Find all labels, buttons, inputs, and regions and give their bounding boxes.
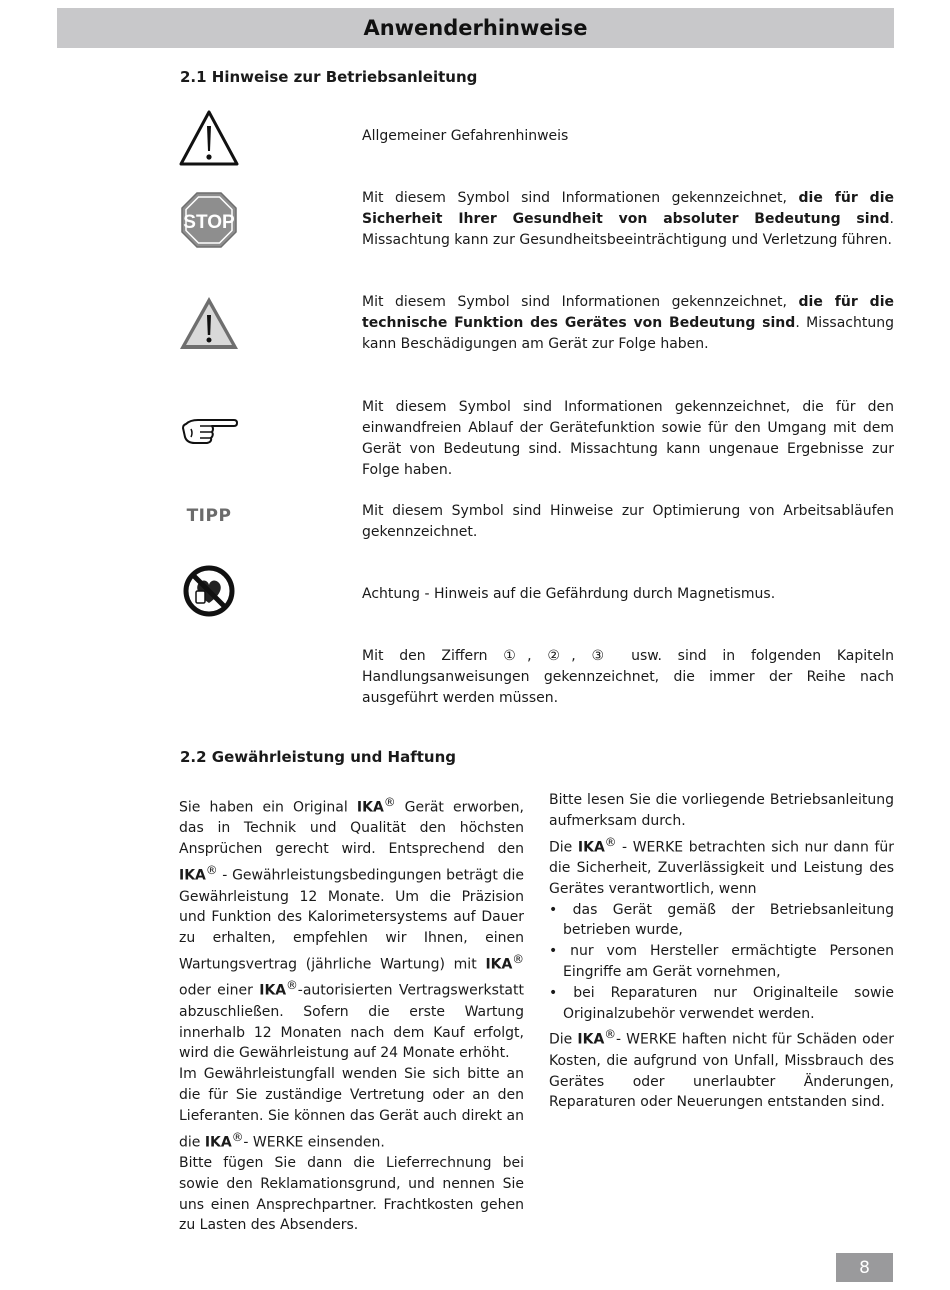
no-pacemaker-icon xyxy=(178,564,240,618)
symbol-text-note: Mit diesem Symbol sind Informationen gekennzeichnet, die für den einwandfreien Ablauf der Gerätefunktion sowie für den Umgang mit dem Gerät von Bedeutung sind. Missachtung kann ungenaue Ergebnisse zur Folge haben. xyxy=(362,399,894,478)
section-title-2-1: 2.1 Hinweise zur Betriebsanleitung xyxy=(180,68,478,86)
liability-p2-a: Die xyxy=(549,839,578,856)
brand-ika: IKA xyxy=(485,956,513,973)
warranty-p1-b: Gerät erworben, das in Technik und Qualität den höchsten Ansprüchen gerecht wird. Entsprechend den xyxy=(179,799,524,858)
warranty-paragraph-3: Bitte fügen Sie dann die Lieferrechnung bei sowie den Reklamationsgrund, und nennen Sie uns einen Ansprechpartner. Frachtkosten gehen zu Lasten des Absenders. xyxy=(179,1155,524,1234)
symbol-text-tipp: Mit diesem Symbol sind Hinweise zur Optimierung von Arbeitsabläufen gekennzeichnet. xyxy=(362,503,894,540)
caution-text-bold: die für die technische Funktion des Gerätes von Bedeutung sind xyxy=(362,294,894,331)
reg-mark: ® xyxy=(604,834,617,849)
stop-text-a: Mit diesem Symbol sind Informationen gekennzeichnet, xyxy=(362,190,799,206)
reg-mark: ® xyxy=(604,1027,616,1042)
caution-text-c: . Missachtung kann Beschädigungen am Gerät zur Folge haben. xyxy=(362,315,894,352)
page-title: Anwenderhinweise xyxy=(363,16,588,40)
warranty-right-column xyxy=(549,790,894,1113)
brand-ika: IKA xyxy=(356,799,384,816)
stop-text-c: . Missachtung kann zur Gesundheitsbeeinträchtigung und Verletzung führen. xyxy=(362,211,894,248)
pointing-hand-icon xyxy=(178,410,240,450)
liability-p3-a: Die xyxy=(549,1032,578,1049)
header-bar xyxy=(57,8,894,48)
section-title-2-2: 2.2 Gewährleistung und Haftung xyxy=(180,748,456,766)
list-item: • bei Reparaturen nur Originalteile sowie Originalzubehör verwendet werden. xyxy=(549,984,894,1022)
reg-mark: ® xyxy=(512,951,524,966)
reg-mark: ® xyxy=(286,978,298,993)
warranty-p1-c: - Gewährleistungsbedingungen beträgt die Gewährleistung 12 Monate. Um die Präzision und Funktion des Kalorimetersystems auf Dauer zu erhalten, empfehlen wir Ihnen, einen Wartungsvertrag (jährliche Wartung) mit xyxy=(179,867,524,973)
stop-sign-icon xyxy=(178,191,240,249)
caution-triangle-icon xyxy=(178,294,240,352)
list-item: • nur vom Hersteller ermächtigte Personen Eingriffe am Gerät vornehmen, xyxy=(549,943,894,981)
brand-ika: IKA xyxy=(259,983,287,999)
warranty-paragraph-1 xyxy=(179,792,524,1064)
list-item: • das Gerät gemäß der Betriebsanleitung betrieben wurde, xyxy=(549,901,894,939)
liability-p3-b: - WERKE haften nicht für Schäden oder Kosten, die aufgrund von Unfall, Missbrauch des Gerätes oder unerlaubter Änderungen, Reparaturen oder Neuerungen entstanden sind. xyxy=(549,1032,894,1111)
tipp-text: TIPP xyxy=(186,506,232,526)
brand-ika: IKA xyxy=(577,1032,605,1049)
liability-conditions-list xyxy=(549,900,894,1025)
reg-mark: ® xyxy=(231,1129,244,1144)
symbol-text-stop xyxy=(362,188,894,251)
liability-paragraph-3 xyxy=(549,1024,894,1113)
brand-ika: IKA xyxy=(204,1134,232,1151)
liability-p2-b: - WERKE betrachten sich nur dann für die Sicherheit, Zuverlässigkeit und Leistung des Gerätes verantwortlich, wenn xyxy=(549,839,895,897)
stop-text-bold: die für die Sicherheit Ihrer Gesundheit von absoluter Bedeutung sind xyxy=(362,190,894,227)
liability-paragraph-1: Bitte lesen Sie die vorliegende Betriebsanleitung aufmerksam durch. xyxy=(549,792,894,829)
caution-text-a: Mit diesem Symbol sind Informationen gekennzeichnet, xyxy=(362,294,799,310)
reg-mark: ® xyxy=(205,863,218,878)
warranty-p1-a: Sie haben ein Original xyxy=(179,799,357,816)
warning-triangle-icon xyxy=(178,108,240,168)
warranty-p1-d: oder einer xyxy=(179,983,260,999)
symbol-text-caution xyxy=(362,292,894,355)
warranty-left-column xyxy=(179,792,524,1236)
symbol-text-general-warning: Allgemeiner Gefahrenhinweis xyxy=(362,128,569,144)
brand-ika: IKA xyxy=(179,867,206,884)
warranty-p2-a: Im Gewährleistungfall wenden Sie sich bitte an die für Sie zuständige Vertretung oder an den Lieferanten. Sie können das Gerät auch direkt an die xyxy=(179,1066,524,1151)
reg-mark: ® xyxy=(383,795,396,809)
tipp-label xyxy=(178,503,240,529)
warranty-paragraph-2 xyxy=(179,1064,524,1153)
brand-ika: IKA xyxy=(577,839,605,856)
liability-paragraph-2 xyxy=(549,832,894,900)
page-number: 8 xyxy=(836,1253,893,1282)
stop-sign-label: STOP xyxy=(183,212,235,233)
warranty-p1-e: -autorisierten Vertragswerkstatt abzuschließen. Sofern die erste Wartung innerhalb 12 Monaten nach dem Kauf erfolgt, wird die Gewährleistung auf 24 Monate erhöht. xyxy=(179,983,524,1062)
symbol-text-magnetism: Achtung - Hinweis auf die Gefährdung durch Magnetismus. xyxy=(362,586,776,602)
symbol-text-numbering: Mit den Ziffern ①, ②, ③ usw. sind in folgenden Kapiteln Handlungsanweisungen gekennzeichnet, die immer der Reihe nach ausgeführt werden müssen. xyxy=(362,648,894,706)
warranty-p2-b: - WERKE einsenden. xyxy=(243,1134,385,1151)
